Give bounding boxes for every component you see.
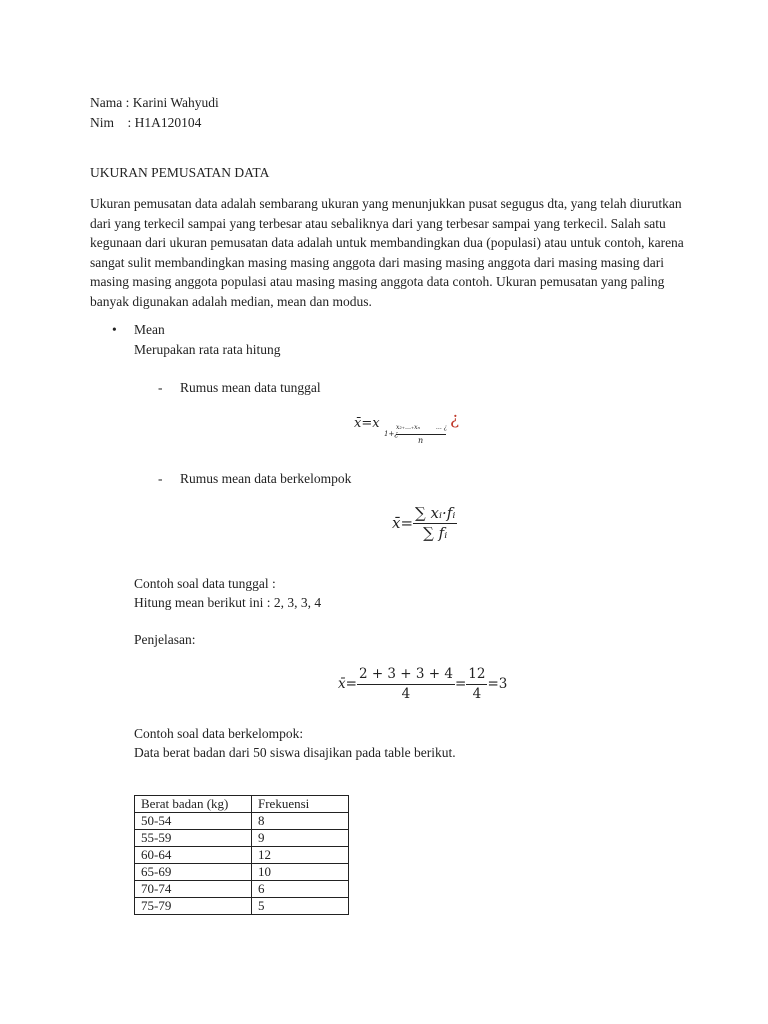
- mean-description: Merupakan rata rata hitung: [134, 342, 281, 357]
- contoh-kelompok-title: Contoh soal data berkelompok:: [134, 726, 304, 741]
- formula-contoh: [338, 665, 507, 704]
- formula-tunggal-num-tail: … ¿: [435, 424, 447, 431]
- nim-line: Nim : H1A120104: [90, 115, 202, 130]
- fraction-line: [396, 434, 446, 435]
- contoh-tunggal-title: Contoh soal data tunggal :: [134, 576, 276, 591]
- table-cell: 8: [252, 813, 349, 830]
- table-row: [135, 898, 349, 915]
- formula-eq: =: [454, 676, 467, 692]
- formula-contoh-den2: 4: [466, 684, 487, 704]
- formula-lhs: x̄: [392, 514, 401, 532]
- table-row: [135, 864, 349, 881]
- table-row: [135, 881, 349, 898]
- table-cell: 65-69: [135, 864, 252, 881]
- formula-kelompok-den: ∑ fᵢ: [413, 523, 457, 543]
- formula-eq: =: [400, 514, 414, 532]
- rumus-kelompok-label: Rumus mean data berkelompok: [180, 471, 352, 486]
- formula-x: x: [372, 416, 380, 431]
- table-cell: 9: [252, 830, 349, 847]
- table-header-row: [135, 796, 349, 813]
- dash-marker: -: [158, 380, 163, 395]
- table-cell: 70-74: [135, 881, 252, 898]
- formula-kelompok: [392, 504, 457, 543]
- formula-lhs: x̄: [354, 416, 362, 431]
- intro-paragraph: Ukuran pemusatan data adalah sembarang ukuran yang menunjukkan pusat segugus dta, yang telah diurutkan dari yang terkecil sampai yang terbesar atau sebaliknya dari yang terbesar sampai yang terkecil. Salah satu kegunaan dari ukuran pemusatan data adalah untuk membandingkan dua (populasi) atau untuk contoh, karena sangat sulit membandingkan masing masing anggota dari masing masing anggota dari masing masing dari masing masing anggota populasi atau masing masing anggota data contoh. Ukuran pemusatan yang paling banyak digunakan adalah median, mean dan modus.: [90, 196, 684, 309]
- table-cell: 6: [252, 881, 349, 898]
- formula-lhs: x̄: [338, 676, 346, 692]
- table-header-cell: Frekuensi: [252, 796, 349, 813]
- formula-contoh-den1: 4: [357, 684, 455, 704]
- mean-heading: Mean: [134, 322, 165, 337]
- table-header-cell: Berat badan (kg): [135, 796, 252, 813]
- formula-tunggal-num: x₂₊…₊xₙ: [396, 424, 420, 431]
- name-line: Nama : Karini Wahyudi: [90, 95, 219, 110]
- table-row: [135, 830, 349, 847]
- table-cell: 60-64: [135, 847, 252, 864]
- rumus-tunggal-label: Rumus mean data tunggal: [180, 380, 321, 395]
- formula-tunggal-frac: [396, 424, 452, 432]
- formula-tunggal: [354, 414, 380, 433]
- page-title: UKURAN PEMUSATAN DATA: [90, 165, 270, 180]
- contoh-kelompok-description: Data berat badan dari 50 siswa disajikan pada table berikut.: [134, 745, 456, 760]
- formula-tunggal-tail: ¿: [450, 409, 460, 429]
- penjelasan-label: Penjelasan:: [134, 632, 196, 647]
- table-cell: 5: [252, 898, 349, 915]
- formula-kelompok-num: ∑ xᵢ·fᵢ: [415, 504, 456, 522]
- bullet-icon: •: [112, 322, 117, 337]
- formula-eq: =: [345, 676, 357, 692]
- formula-contoh-result: =3: [487, 676, 508, 692]
- formula-tunggal-sub: 1+¿: [384, 430, 399, 438]
- formula-contoh-num2: 12: [468, 666, 486, 682]
- contoh-tunggal-question: Hitung mean berikut ini : 2, 3, 3, 4: [134, 595, 322, 610]
- table-cell: 55-59: [135, 830, 252, 847]
- table-cell: 12: [252, 847, 349, 864]
- formula-contoh-num1: 2 + 3 + 3 + 4: [358, 666, 453, 682]
- table-row: [135, 813, 349, 830]
- table-cell: 10: [252, 864, 349, 881]
- table-cell: 50-54: [135, 813, 252, 830]
- formula-tunggal-den: n: [418, 436, 424, 445]
- dash-marker: -: [158, 471, 163, 486]
- formula-eq: =: [361, 416, 373, 431]
- table-cell: 75-79: [135, 898, 252, 915]
- data-table: [134, 795, 349, 915]
- table-row: [135, 847, 349, 864]
